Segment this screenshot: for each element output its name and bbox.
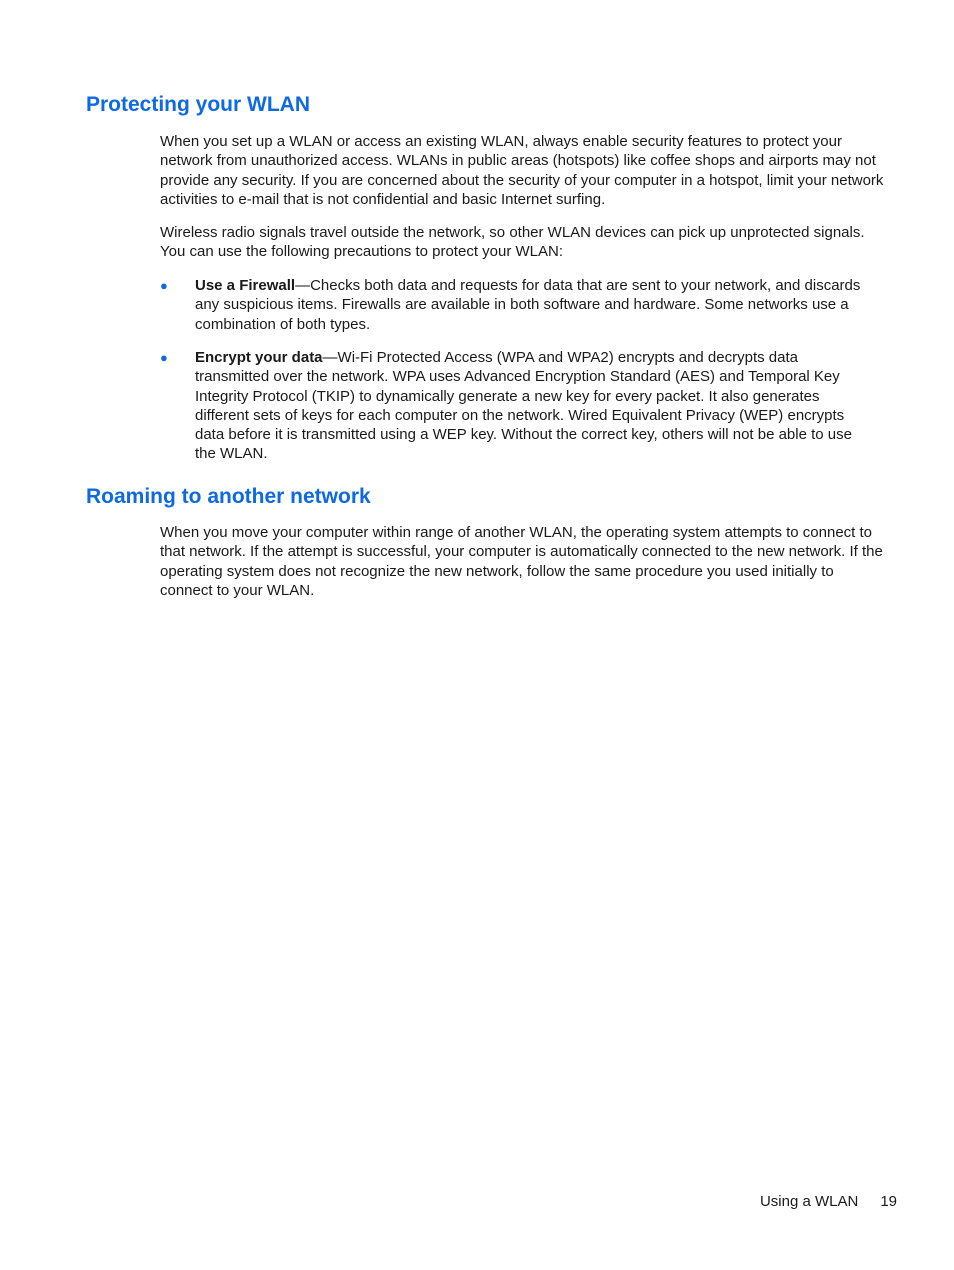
list-item-term: Use a Firewall	[195, 277, 296, 294]
paragraph-roaming: When you move your computer within range of another WLAN, the operating system attempts to connect to that network. If the attempt is successful, your computer is automatically connected to the new network. If the operating system does not recognize the new network, follow the same procedure you used initially to connect to your WLAN.	[160, 524, 883, 599]
bullet-icon: ●	[160, 350, 168, 365]
list-item-text	[195, 276, 865, 334]
bullet-icon: ●	[160, 278, 168, 293]
paragraph-security-intro: When you set up a WLAN or access an existing WLAN, always enable security features to protect your network from unauthorized access. WLANs in public areas (hotspots) like coffee shops and airports may not provide any security. If you are concerned about the security of your computer in a hotspot, limit your network activities to e-mail that is not confidential and basic Internet surfing.	[160, 133, 884, 208]
list-item-text	[195, 348, 865, 464]
footer-page-number: 19	[880, 1193, 897, 1210]
paragraph-precautions-intro: Wireless radio signals travel outside the network, so other WLAN devices can pick up unprotected signals. You can use the following precautions to protect your WLAN:	[160, 224, 865, 261]
list-item-term: Encrypt your data	[195, 349, 323, 366]
list-item-description: —Wi-Fi Protected Access (WPA and WPA2) encrypts and decrypts data transmitted over the network. WPA uses Advanced Encryption Standard (AES) and Temporal Key Integrity Protocol (TKIP) to dynamically generate a new key for every packet. It also generates different sets of keys for each computer on the network. Wired Equivalent Privacy (WEP) encrypts data before it is transmitted using a WEP key. Without the correct key, others will not be able to use the WLAN.	[195, 349, 852, 463]
section-heading-protecting-wlan: Protecting your WLAN	[86, 93, 310, 116]
footer-section-title: Using a WLAN	[759, 1193, 859, 1210]
section-heading-roaming: Roaming to another network	[86, 485, 371, 508]
page-footer	[760, 1192, 897, 1211]
list-item-description: —Checks both data and requests for data that are sent to your network, and discards any suspicious items. Firewalls are available in both software and hardware. Some networks use a combination of both types.	[195, 277, 861, 333]
